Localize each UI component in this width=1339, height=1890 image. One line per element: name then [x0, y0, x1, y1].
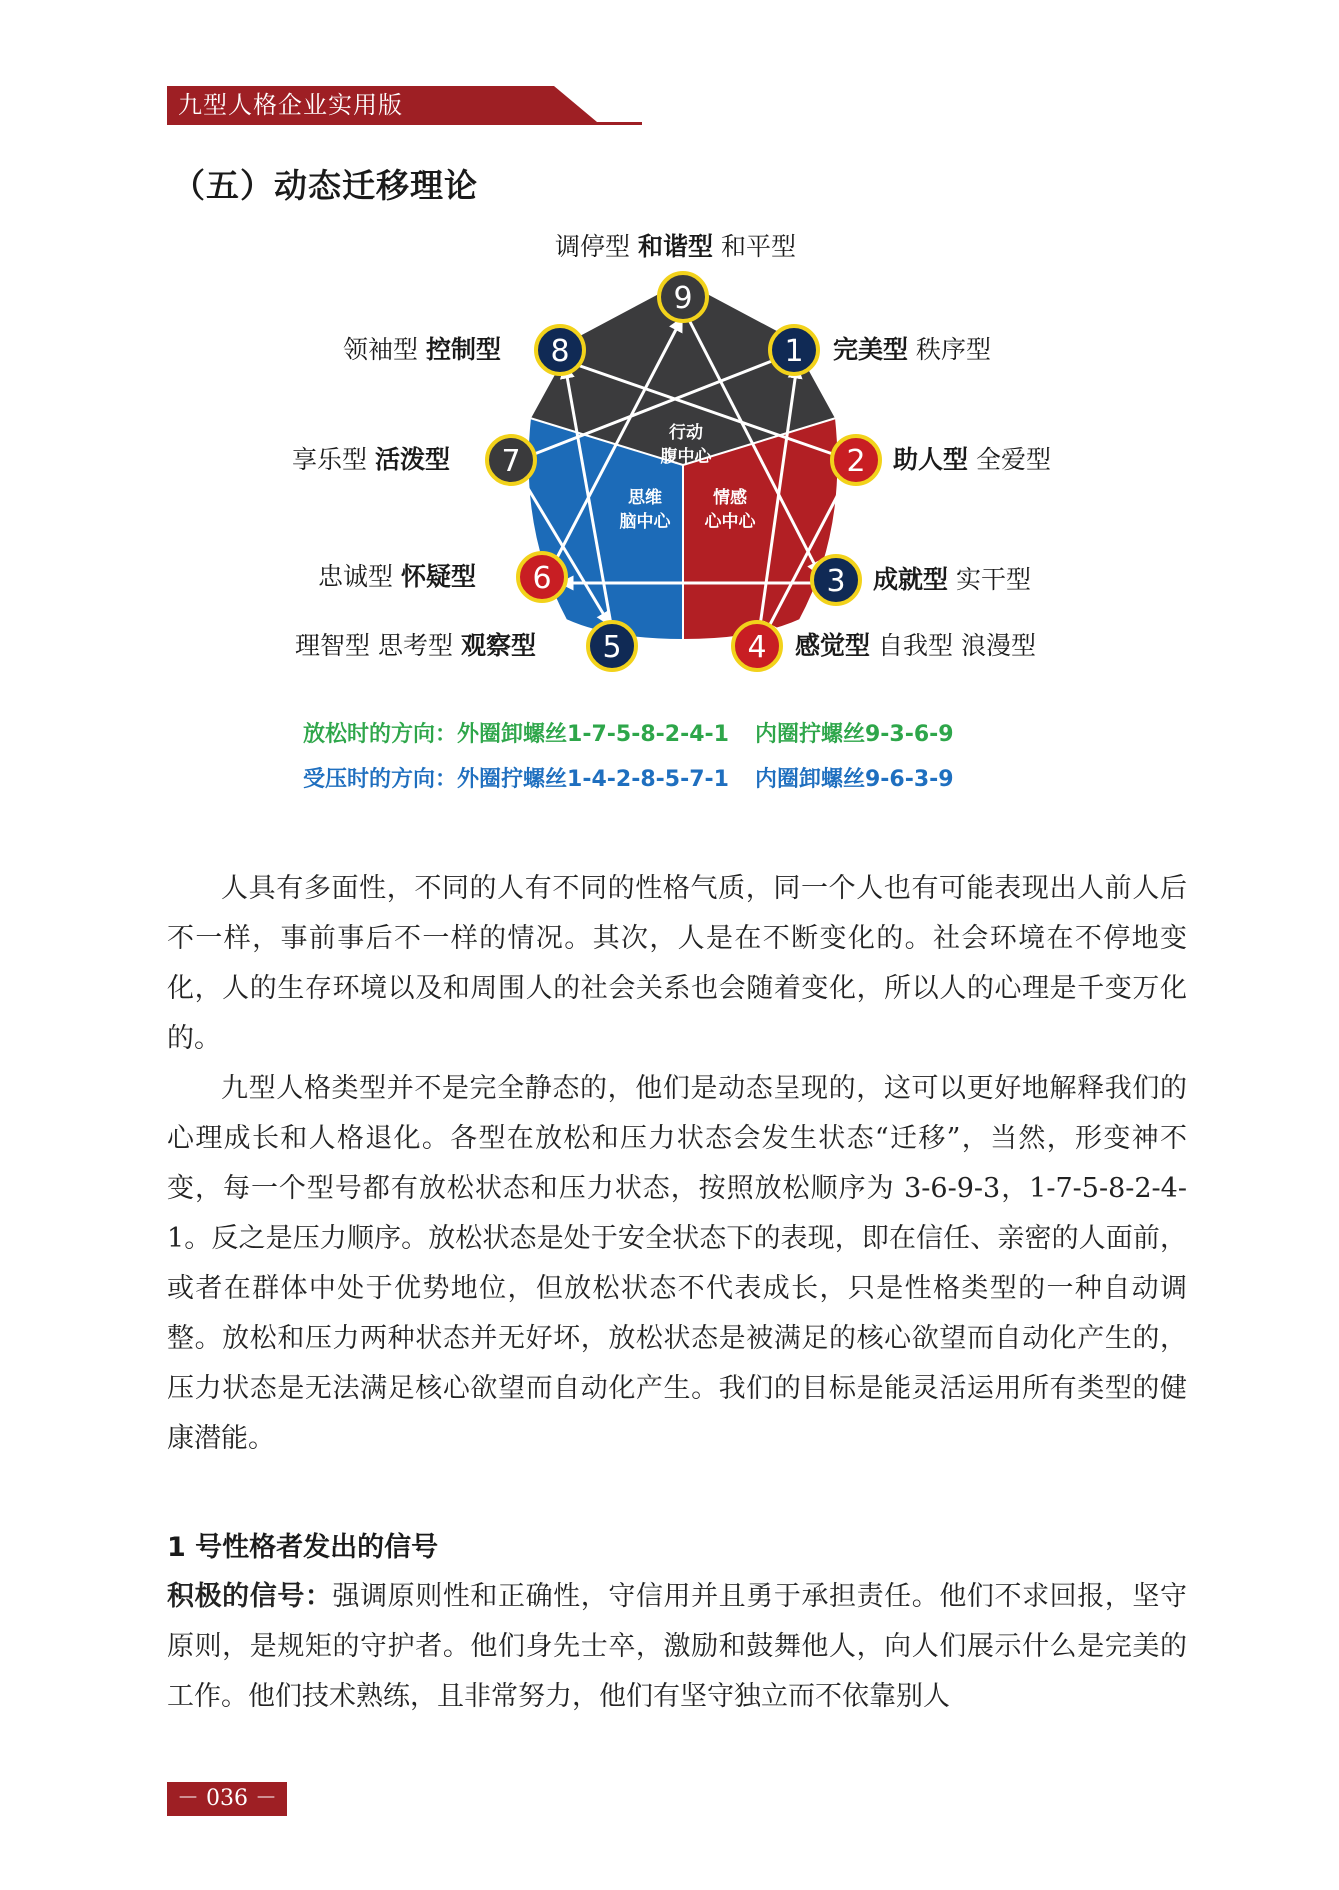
- svg-text:6: 6: [532, 561, 552, 596]
- subsection-title: 1 号性格者发出的信号: [167, 1532, 439, 1563]
- label-type-9: 调停型 和谐型 和平型: [555, 232, 796, 261]
- svg-text:8: 8: [550, 334, 570, 369]
- legend-relax: 放松时的方向：外圈卸螺丝1-7-5-8-2-4-1 内圈拧螺丝9-3-6-9: [303, 722, 954, 747]
- head-center-label-2: 脑中心: [619, 512, 671, 532]
- page-number: － 036 －: [167, 1782, 287, 1816]
- positive-signal-text: 强调原则性和正确性，守信用并且勇于承担责任。他们不求回报，坚守原则，是规矩的守护者。他们身先士卒，激励和鼓舞他人，向人们展示什么是完美的工作。他们技术熟练，且非常努力，他们有坚守独立而不依靠别人: [167, 1581, 1187, 1712]
- header-title: 九型人格企业实用版: [178, 91, 403, 119]
- gut-center-label-2: 腹中心: [660, 447, 712, 467]
- label-type-2: 助人型 全爱型: [893, 445, 1051, 474]
- svg-text:4: 4: [747, 630, 767, 665]
- label-type-6: 忠诚型 怀疑型: [318, 562, 476, 591]
- head-center-label-1: 思维: [628, 488, 662, 508]
- positive-signal-label: 积极的信号：: [167, 1581, 333, 1612]
- label-type-8: 领袖型 控制型: [343, 335, 501, 364]
- heart-center-label-1: 情感: [713, 488, 747, 508]
- node-3: [812, 556, 860, 604]
- enneagram-diagram: [0, 0, 1339, 820]
- paragraph-2: 九型人格类型并不是完全静态的，他们是动态呈现的，这可以更好地解释我们的心理成长和人格退化。各型在放松和压力状态会发生状态“迁移”，当然，形变神不变，每一个型号都有放松状态和压力状态，按照放松顺序为 3-6-9-3，1-7-5-8-2-4-1。反之是压力顺序。放松状态是处于安全状态下的表现，即在信任、亲密的人面前，或者在群体中处于优势地位，但放松状态不代表成长，只是性格类型的一种自动调整。放松和压力两种状态并无好坏，放松状态是被满足的核心欲望而自动化产生的，压力状态是无法满足核心欲望而自动化产生。我们的目标是能灵活运用所有类型的健康潜能。: [167, 1073, 1187, 1454]
- label-type-3: 成就型 实干型: [873, 565, 1031, 594]
- svg-text:3: 3: [826, 564, 846, 599]
- svg-text:1: 1: [784, 334, 804, 369]
- node-6: [518, 553, 566, 601]
- label-type-5: 理智型 思考型 观察型: [295, 631, 536, 660]
- svg-text:2: 2: [846, 444, 866, 479]
- positive-signal-paragraph: [167, 1572, 1187, 1722]
- svg-text:5: 5: [602, 630, 622, 665]
- svg-text:7: 7: [501, 444, 521, 479]
- label-type-4: 感觉型 自我型 浪漫型: [795, 631, 1036, 660]
- node-5: [588, 622, 636, 670]
- node-8: [536, 326, 584, 374]
- paragraph-1: 人具有多面性，不同的人有不同的性格气质，同一个人也有可能表现出人前人后不一样，事前事后不一样的情况。其次，人是在不断变化的。社会环境在不停地变化，人的生存环境以及和周围人的社会关系也会随着变化，所以人的心理是千变万化的。: [167, 873, 1187, 1054]
- label-type-1: 完美型 秩序型: [833, 335, 991, 364]
- node-9: [659, 273, 707, 321]
- heart-center-label-2: 心中心: [704, 512, 756, 532]
- label-type-7: 享乐型 活泼型: [292, 445, 450, 474]
- legend-stress: 受压时的方向：外圈拧螺丝1-4-2-8-5-7-1 内圈卸螺丝9-6-3-9: [303, 767, 954, 792]
- svg-text:9: 9: [673, 281, 693, 316]
- section-title: （五）动态迁移理论: [172, 166, 478, 205]
- enneagram-svg: [0, 0, 1339, 820]
- node-7: [487, 436, 535, 484]
- node-1: [770, 326, 818, 374]
- node-4: [733, 622, 781, 670]
- node-2: [832, 436, 880, 484]
- gut-center-label-1: 行动: [669, 423, 703, 443]
